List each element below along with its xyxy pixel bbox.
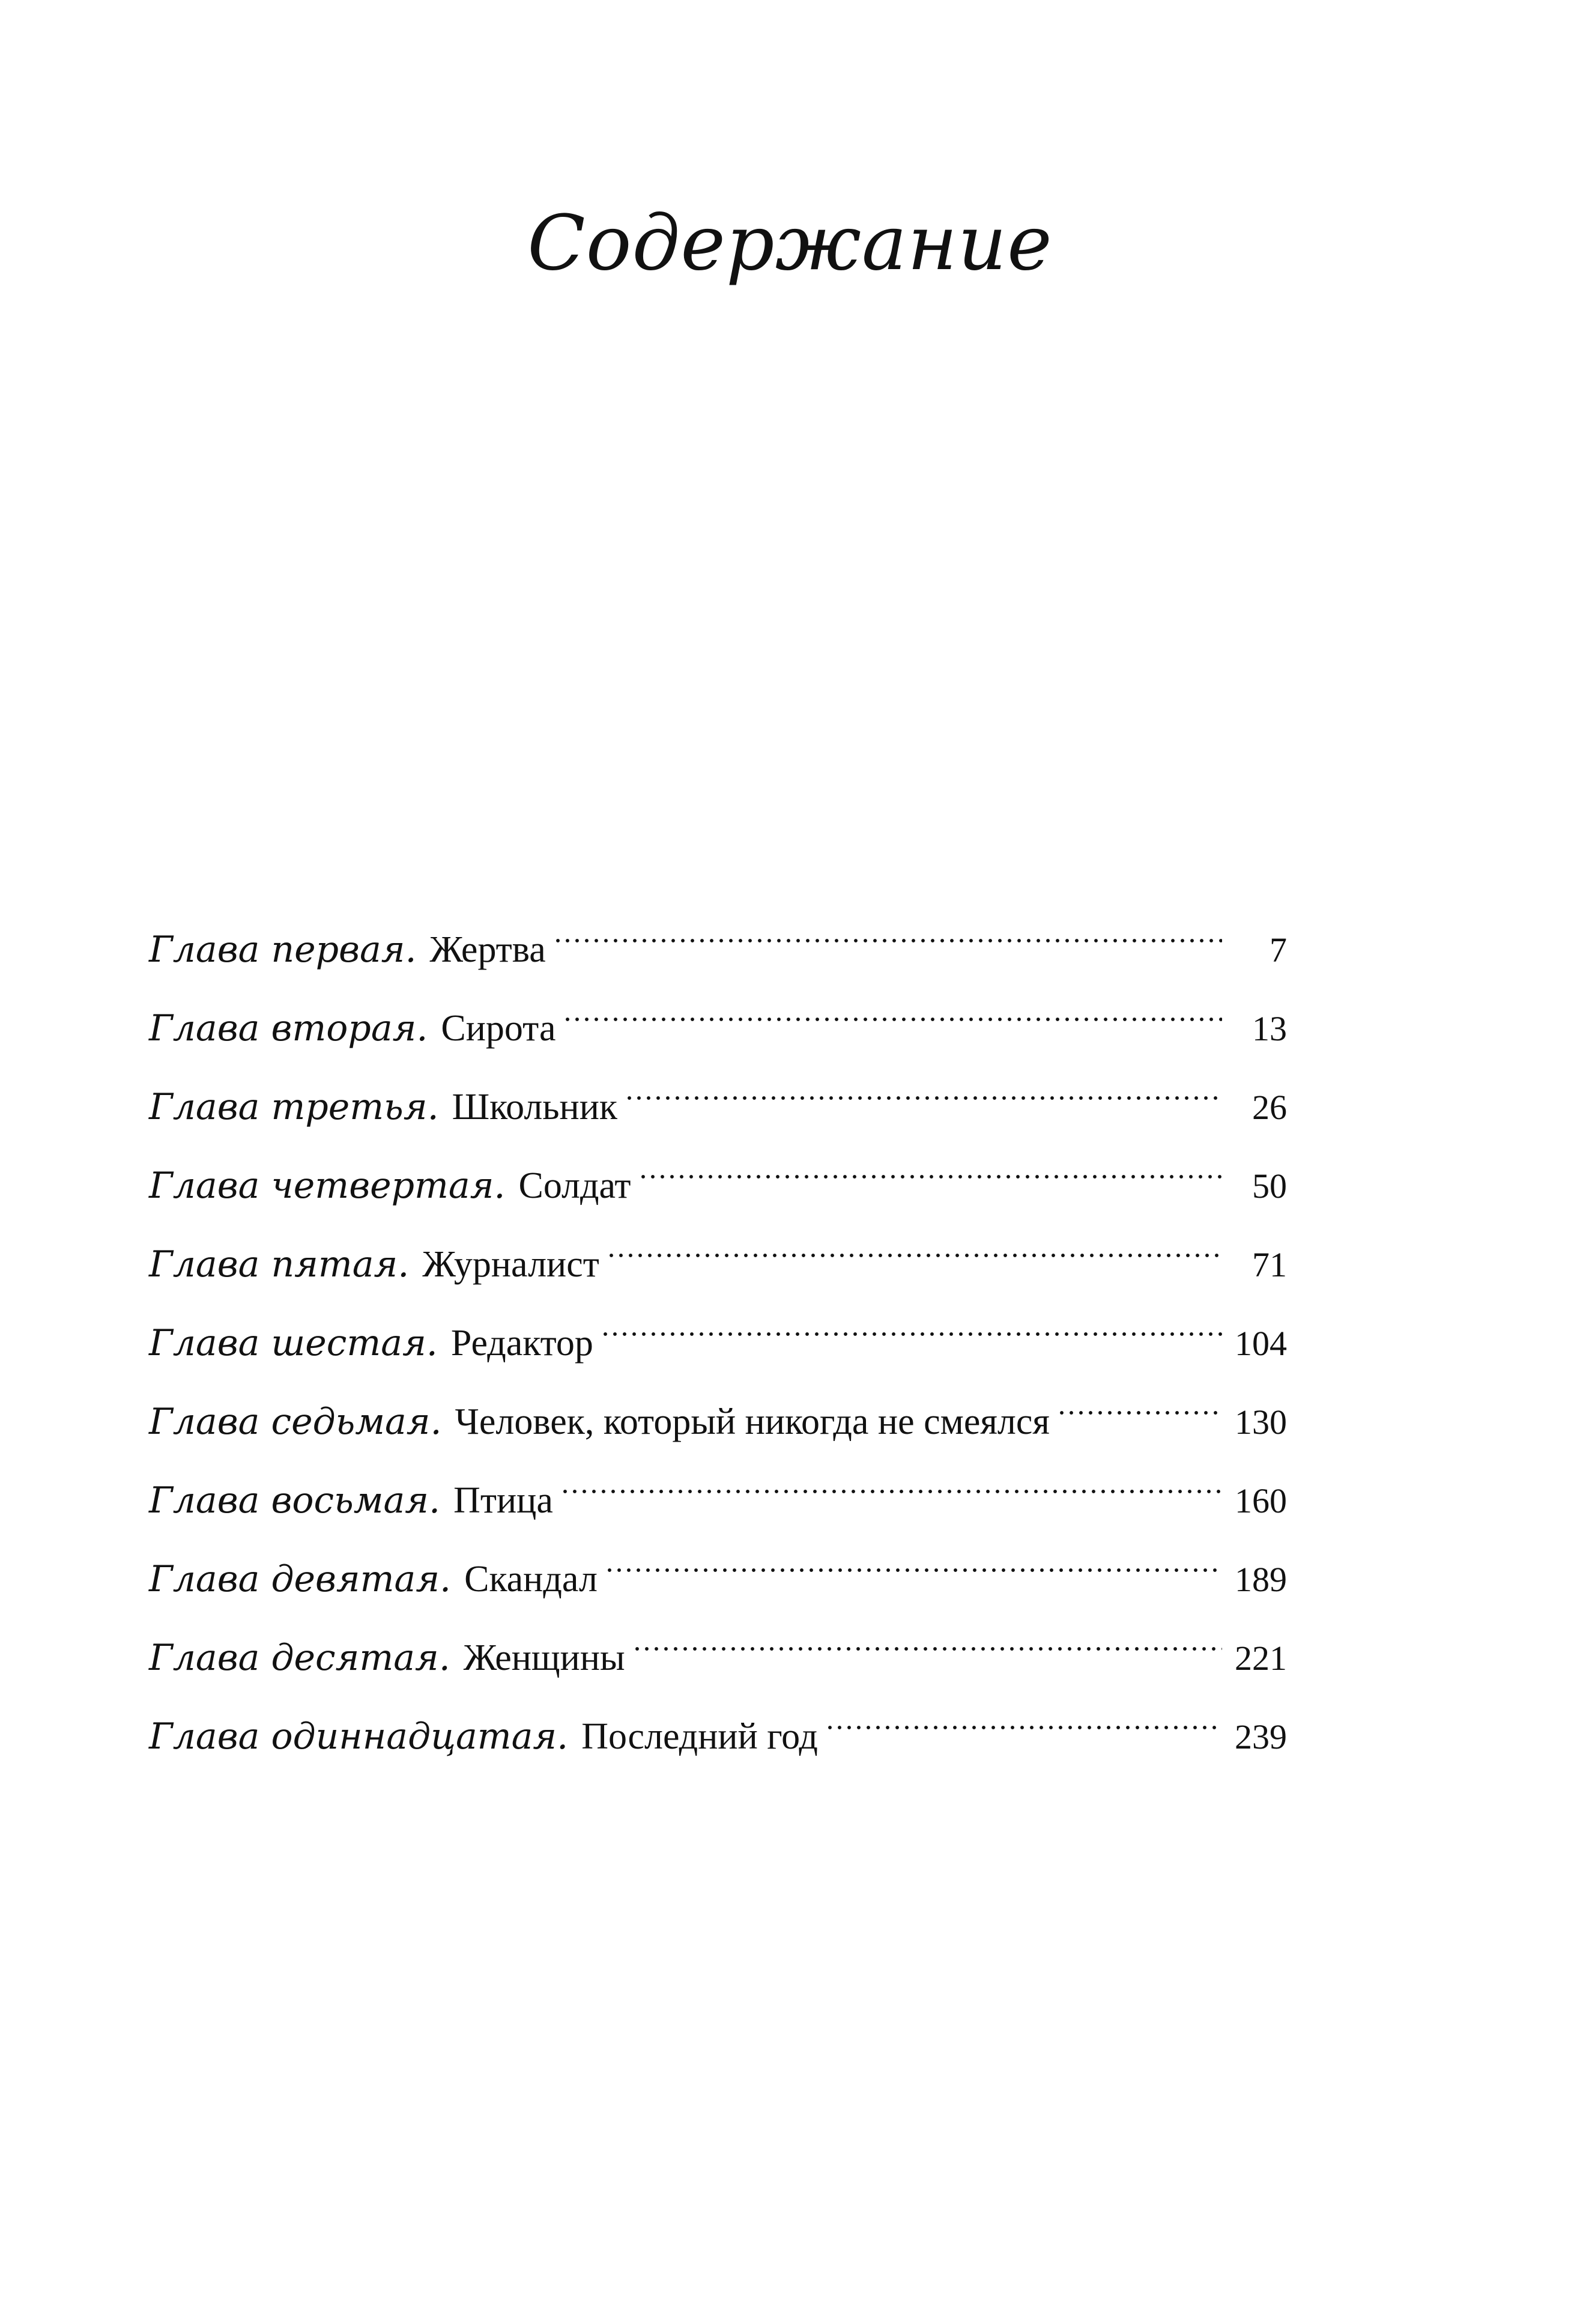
page-number: 104 — [1235, 1324, 1287, 1363]
dot-leader — [1055, 1355, 1222, 1434]
chapter-title: Птица — [453, 1480, 553, 1521]
chapter-number: Глава шестая. — [149, 1322, 438, 1364]
chapter-title: Солдат — [518, 1165, 631, 1206]
page-number: 7 — [1270, 930, 1287, 969]
chapter-title: Сирота — [441, 1008, 556, 1049]
dot-leader — [558, 1434, 1222, 1512]
page-number: 189 — [1235, 1560, 1287, 1599]
chapter-number: Глава четвертая. — [149, 1165, 506, 1207]
dot-leader — [602, 1512, 1222, 1591]
chapter-number: Глава девятая. — [149, 1558, 452, 1600]
page-number: 130 — [1235, 1403, 1287, 1442]
chapter-number: Глава пятая. — [149, 1243, 410, 1285]
chapter-number: Глава вторая. — [149, 1007, 428, 1049]
chapter-number: Глава одиннадцатая. — [149, 1716, 569, 1758]
chapter-title: Женщины — [463, 1637, 625, 1678]
page-number: 13 — [1252, 1009, 1287, 1048]
page-number: 26 — [1252, 1088, 1287, 1127]
chapter-title: Жертва — [429, 929, 546, 970]
page-number: 71 — [1252, 1245, 1287, 1284]
chapter-number: Глава седьмая. — [149, 1401, 442, 1443]
chapter-title: Журналист — [422, 1244, 599, 1285]
chapter-number: Глава первая. — [149, 929, 417, 971]
page-number: 160 — [1235, 1481, 1287, 1520]
page-number: 221 — [1235, 1639, 1287, 1678]
toc-entry-1 — [149, 883, 1287, 971]
dot-leader — [823, 1670, 1222, 1749]
page-number: 239 — [1235, 1717, 1287, 1756]
dot-leader — [636, 1119, 1222, 1198]
dot-leader — [622, 1040, 1222, 1119]
dot-leader — [630, 1591, 1222, 1670]
dot-leader — [598, 1276, 1222, 1355]
chapter-title: Человек, который никогда не смеялся — [455, 1401, 1050, 1442]
chapter-number: Глава третья. — [149, 1086, 439, 1128]
chapter-title: Скандал — [464, 1559, 598, 1600]
chapter-title: Последний год — [581, 1716, 818, 1757]
page-title: Содержание — [527, 199, 1053, 287]
page-number: 50 — [1252, 1167, 1287, 1206]
chapter-number: Глава восьмая. — [149, 1479, 441, 1522]
dot-leader — [551, 883, 1222, 962]
dot-leader — [604, 1198, 1222, 1276]
chapter-title: Школьник — [452, 1087, 618, 1127]
chapter-title: Редактор — [450, 1323, 593, 1364]
chapter-number: Глава десятая. — [149, 1637, 450, 1679]
dot-leader — [560, 962, 1222, 1040]
table-of-contents — [149, 883, 1287, 1758]
